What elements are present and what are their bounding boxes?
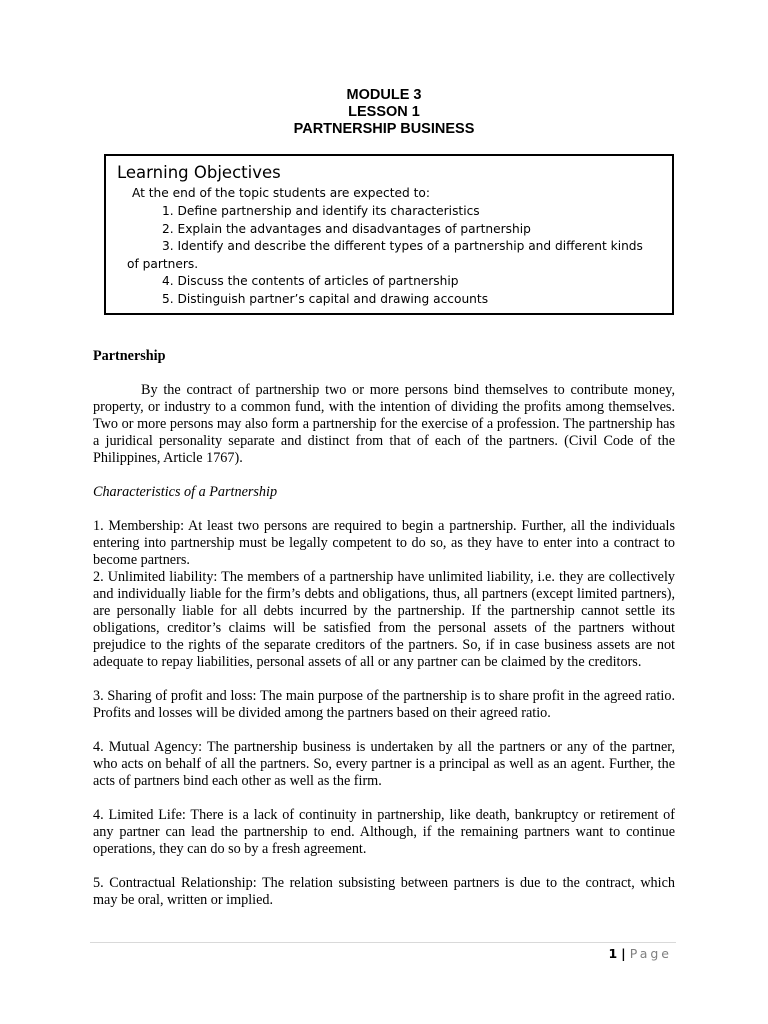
characteristic-unlimited-liability: 2. Unlimited liability: The members of a partnership have unlimited liability, i.e. they are collectively and individually liable for the firm’s debts and obligations, thus, all partners (except limited partners), are personally liable for all debts incurred by the partnership. If the partnership cannot settle its obligations, creditor’s claims will be satisfied from the personal assets of the partners without prejudice to the rights of the separate creditors of the partners. So, if in case business assets are not adequate to repay liabilities, personal assets of all or any partner can be claimed by the creditors.	[93, 569, 675, 670]
footer-separator: |	[621, 946, 626, 961]
objectives-list	[106, 203, 672, 309]
page-number: 1	[608, 946, 618, 961]
objective-item: 2. Explain the advantages and disadvantages of partnership	[162, 221, 531, 236]
characteristic-membership: 1. Membership: At least two persons are required to begin a partnership. Further, all the individuals entering into partnership must be legally competent to do so, as they have to enter into a contract to become partners.	[93, 518, 675, 568]
section-heading-partnership: Partnership	[93, 348, 166, 364]
footer-divider	[90, 942, 676, 943]
section-heading-characteristics: Characteristics of a Partnership	[93, 484, 278, 500]
characteristic-sharing: 3. Sharing of profit and loss: The main purpose of the partnership is to share profit in the agreed ratio. Profits and losses will be divided among the partners based on their agreed ratio.	[93, 688, 675, 721]
objectives-heading: Learning Objectives	[117, 163, 281, 182]
page-label: Page	[629, 946, 672, 961]
objective-item: 4. Discuss the contents of articles of partnership	[162, 274, 459, 289]
objective-item: 5. Distinguish partner’s capital and drawing accounts	[162, 291, 489, 306]
module-label: MODULE 3	[346, 87, 422, 103]
lesson-label: LESSON 1	[348, 104, 420, 120]
page-title: PARTNERSHIP BUSINESS	[293, 121, 475, 137]
document-header	[0, 87, 768, 138]
objective-item: 3. Identify and describe the different types of a partnership and different kinds	[162, 239, 643, 254]
characteristic-limited-life: 4. Limited Life: There is a lack of continuity in partnership, like death, bankruptcy or retirement of any partner can lead the partnership to end. Although, if the remaining partners want to continue operations, they can do so by a fresh agreement.	[93, 807, 675, 857]
objective-item: 1. Define partnership and identify its characteristics	[162, 204, 480, 218]
characteristic-mutual-agency: 4. Mutual Agency: The partnership business is undertaken by all the partners or any of the partner, who acts on behalf of all the partners. So, every partner is a principal as well as an agent. Further, the acts of partners bind each other as well as the firm.	[93, 739, 675, 789]
document-body	[93, 348, 675, 926]
page-footer	[608, 946, 672, 961]
characteristic-contractual: 5. Contractual Relationship: The relation subsisting between partners is due to the contract, which may be oral, written or implied.	[93, 875, 675, 908]
objective-item-continuation: of partners.	[127, 256, 199, 271]
objectives-intro: At the end of the topic students are expected to:	[132, 186, 430, 200]
partnership-definition: By the contract of partnership two or more persons bind themselves to contribute money, property, or industry to a common fund, with the intention of dividing the profits among themselves. Two or more persons may also form a partnership for the exercise of a profession. The partnership has a juridical personality separate and distinct from that of each of the partners. (Civil Code of the Philippines, Article 1767).	[93, 382, 675, 466]
learning-objectives-box	[104, 154, 674, 315]
